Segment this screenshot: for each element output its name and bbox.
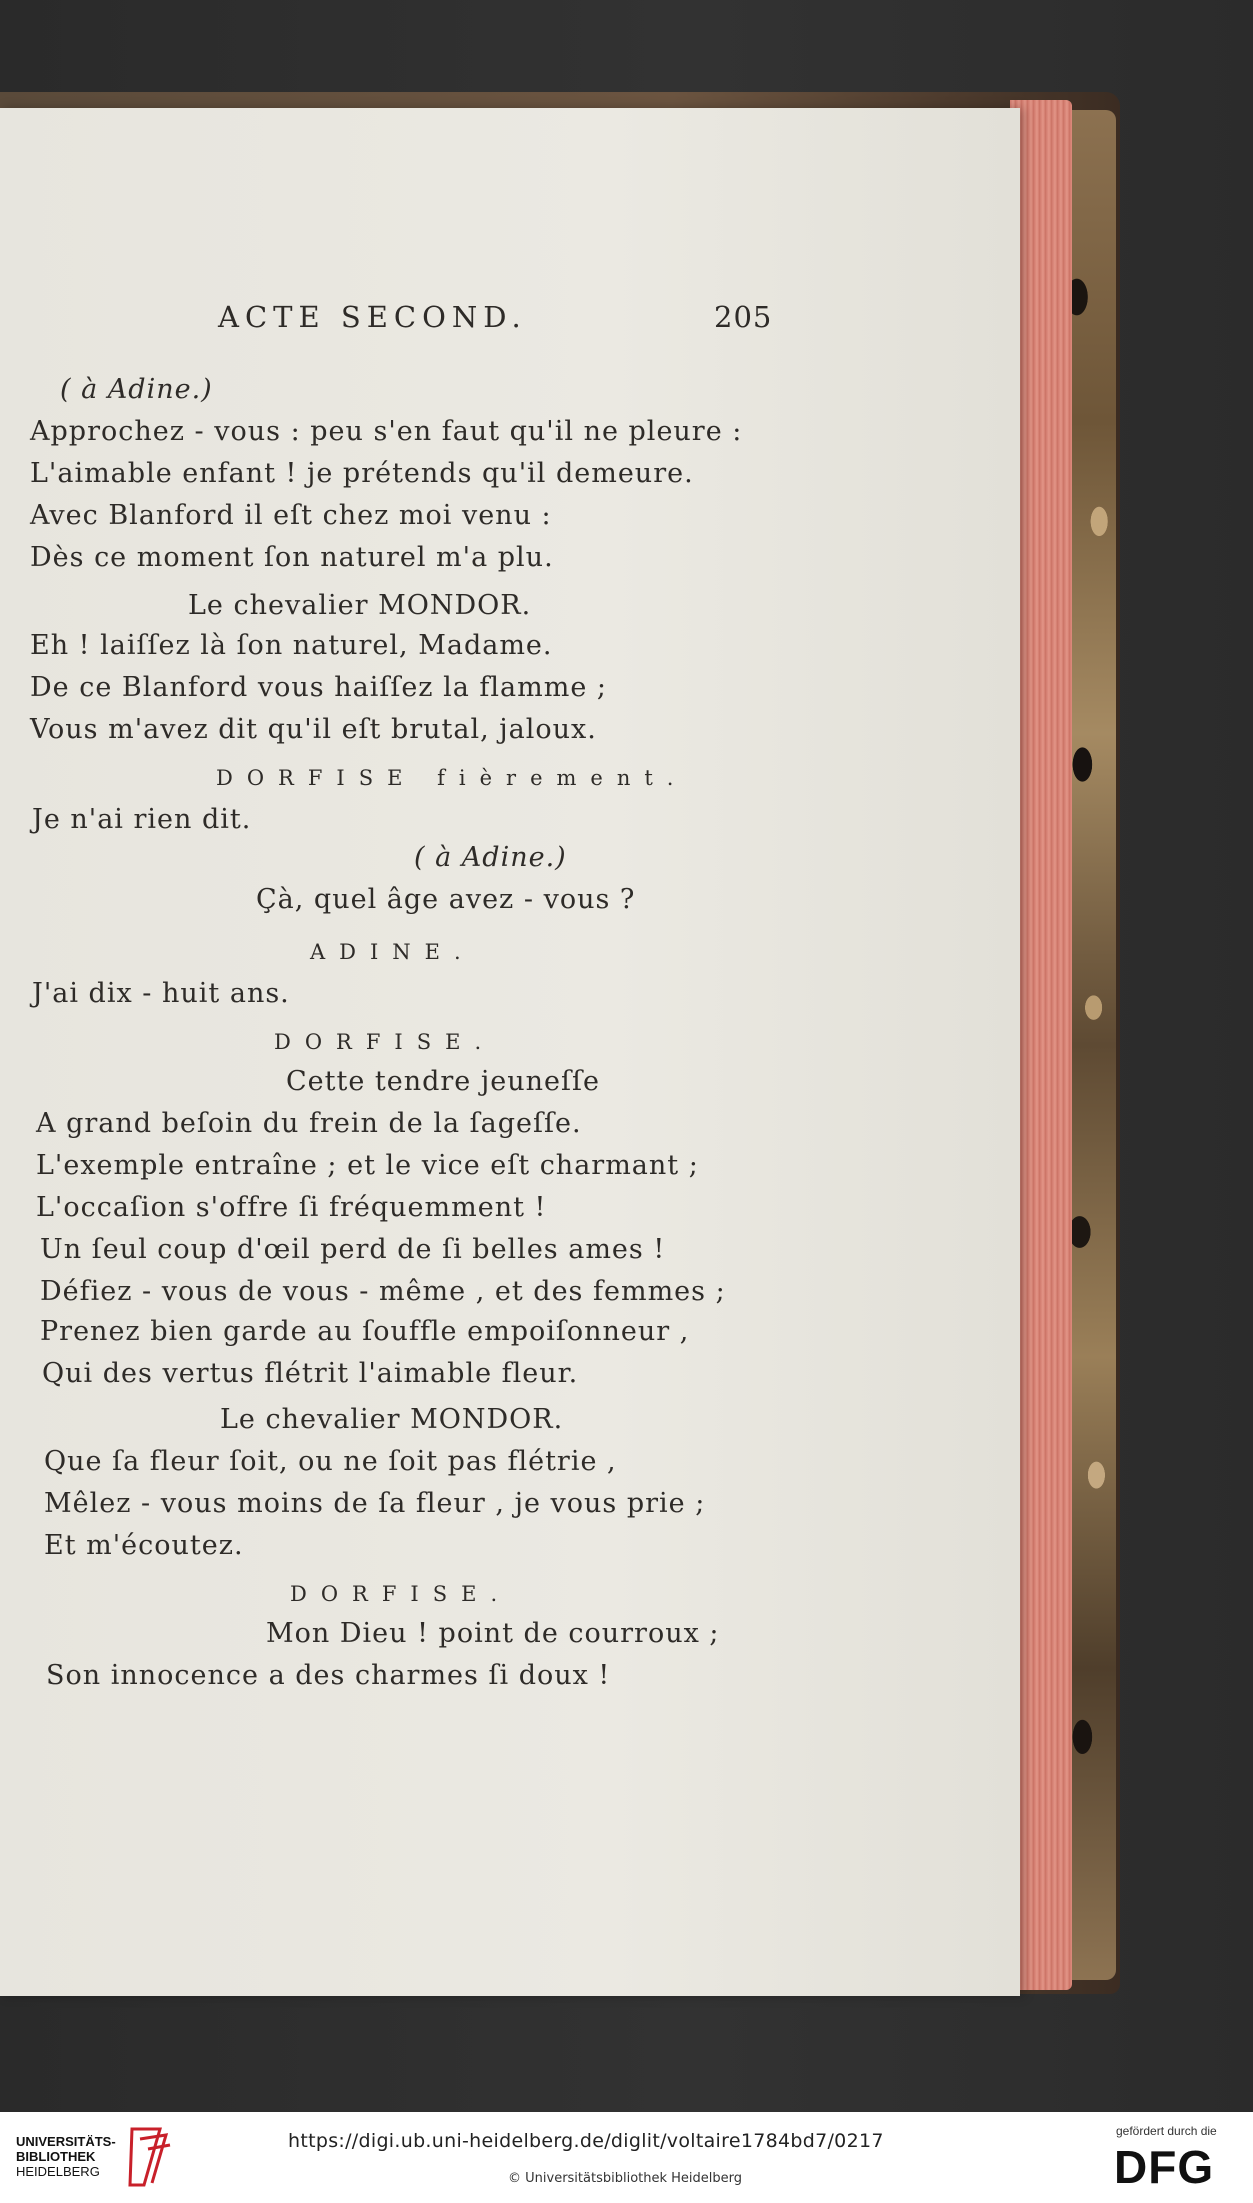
verse-line: Avec Blanford il eſt chez moi venu : xyxy=(30,500,552,531)
library-logo-text xyxy=(16,2134,124,2179)
speaker-heading: DORFISE. xyxy=(290,1582,512,1606)
verse-line: Prenez bien garde au ſouffle empoiſonneur , xyxy=(40,1316,690,1347)
verse-line: Mêlez - vous moins de ſa fleur , je vous prie ; xyxy=(44,1488,706,1519)
verse-line: L'aimable enfant ! je prétends qu'il demeure. xyxy=(30,458,694,489)
funder-note: gefördert durch die xyxy=(1116,2124,1217,2138)
verse-line: Un ſeul coup d'œil perd de ſi belles ames ! xyxy=(40,1234,666,1265)
dfg-logo: DFG xyxy=(1114,2141,1215,2193)
verse-line: Dès ce moment ſon naturel m'a plu. xyxy=(30,542,554,573)
verse-line: Qui des vertus flétrit l'aimable fleur. xyxy=(42,1358,579,1389)
page-url-link[interactable]: https://digi.ub.uni-heidelberg.de/diglit/voltaire1784bd7/0217 xyxy=(288,2130,884,2152)
verse-line: Çà, quel âge avez - vous ? xyxy=(256,884,636,915)
library-name: UNIVERSITÄTS- BIBLIOTHEK xyxy=(16,2134,116,2164)
stage-direction: ( à Adine.) xyxy=(60,374,213,405)
speaker-heading: DORFISE. xyxy=(274,1030,496,1054)
verse-line: L'occaſion s'offre ſi fréquemment ! xyxy=(36,1192,547,1223)
verse-line: A grand beſoin du frein de la ſageſſe. xyxy=(36,1108,582,1139)
verse-line: Vous m'avez dit qu'il eſt brutal, jaloux. xyxy=(30,714,597,745)
verse-line: De ce Blanford vous haiſſez la flamme ; xyxy=(30,672,608,703)
verse-line: L'exemple entraîne ; et le vice eſt charmant ; xyxy=(36,1150,699,1181)
verse-line: Défiez - vous de vous - même , et des femmes ; xyxy=(40,1276,726,1307)
library-logo-icon xyxy=(126,2125,174,2189)
speaker-heading: Le chevalier MONDOR. xyxy=(188,590,532,621)
copyright-notice: © Universitätsbibliothek Heidelberg xyxy=(508,2171,743,2186)
verse-line: J'ai dix - huit ans. xyxy=(32,978,290,1009)
speaker-heading: DORFISE fièrement. xyxy=(216,766,688,790)
verse-line: Eh ! laiſſez là ſon naturel, Madame. xyxy=(30,630,553,661)
verse-line: Mon Dieu ! point de courroux ; xyxy=(266,1618,720,1649)
running-head: ACTE SECOND. xyxy=(218,300,527,334)
verse-line: Approchez - vous : peu s'en faut qu'il ne pleure : xyxy=(30,416,743,447)
verse-line: Et m'écoutez. xyxy=(44,1530,244,1561)
speaker-heading: Le chevalier MONDOR. xyxy=(220,1404,564,1435)
library-city: HEIDELBERG xyxy=(16,2164,100,2179)
viewer-footer xyxy=(0,2112,1253,2203)
page-number: 205 xyxy=(714,300,773,334)
stage-direction: ( à Adine.) xyxy=(414,842,567,873)
speaker-heading: ADINE. xyxy=(310,940,475,964)
verse-line: Que ſa fleur ſoit, ou ne ſoit pas flétrie , xyxy=(44,1446,617,1477)
verse-line: Je n'ai rien dit. xyxy=(32,804,252,835)
verse-line: Son innocence a des charmes ſi doux ! xyxy=(46,1660,611,1691)
verse-line: Cette tendre jeuneſſe xyxy=(286,1066,600,1097)
